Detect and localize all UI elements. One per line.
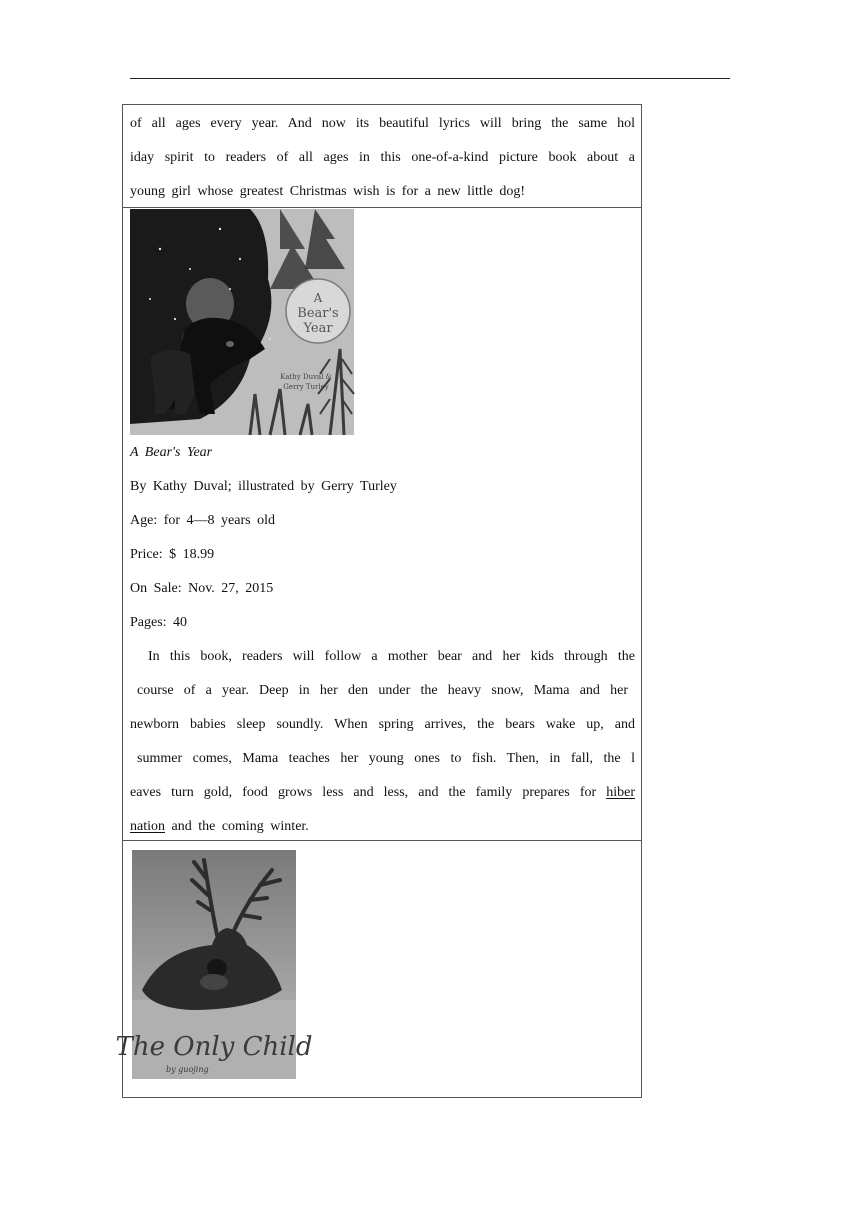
book-cover-bears-year <box>130 209 354 435</box>
book-on-sale: On Sale: Nov. 27, 2015 <box>130 581 274 596</box>
underlined-word: hiber <box>606 785 635 800</box>
description-text: and the coming winter. <box>165 819 309 834</box>
book-description-line: summer comes, Mama teaches her young ones to fish. Then, in fall, the l <box>137 751 635 766</box>
book-description-line <box>130 776 635 810</box>
book-entry-bears-year <box>123 209 641 841</box>
continuation-line: iday spirit to readers of all ages in this one-of-a-kind picture book about a <box>130 150 635 165</box>
book-description-line: In this book, readers will follow a mother bear and her kids through the <box>148 649 635 664</box>
svg-text:The Only Child: The Only Child <box>115 1032 313 1062</box>
description-text: eaves turn gold, food grows less and less, and the family prepares for <box>130 785 607 800</box>
book-byline: By Kathy Duval; illustrated by Gerry Turley <box>130 479 397 494</box>
book-price: Price: $ 18.99 <box>130 547 215 562</box>
svg-text:Gerry Turley: Gerry Turley <box>283 383 329 391</box>
book-age: Age: for 4—8 years old <box>130 513 275 528</box>
svg-text:Year: Year <box>303 321 333 336</box>
header-rule <box>130 78 730 79</box>
continuation-line: young girl whose greatest Christmas wish is for a new little dog! <box>130 184 525 199</box>
book-title: A Bear's Year <box>130 445 213 460</box>
book-description-line <box>130 810 635 844</box>
book-entry-only-child <box>115 850 641 1097</box>
book-pages: Pages: 40 <box>130 615 188 630</box>
book-description-line: newborn babies sleep soundly. When spring arrives, the bears wake up, and <box>130 717 635 732</box>
continuation-line: of all ages every year. And now its beautiful lyrics will bring the same hol <box>130 116 635 131</box>
book-cover-only-child <box>115 850 313 1079</box>
deer-illustration <box>115 850 313 1079</box>
svg-text:Kathy Duval &: Kathy Duval & <box>280 373 332 381</box>
svg-text:by guojing: by guojing <box>166 1065 209 1074</box>
continuation-cell <box>123 105 641 208</box>
bear-illustration <box>130 209 354 435</box>
book-description-line: course of a year. Deep in her den under the heavy snow, Mama and her <box>137 683 628 698</box>
underlined-word: nation <box>130 819 165 834</box>
book-table <box>115 104 642 1098</box>
svg-text:A: A <box>313 291 323 305</box>
svg-text:Bear's: Bear's <box>297 306 339 321</box>
